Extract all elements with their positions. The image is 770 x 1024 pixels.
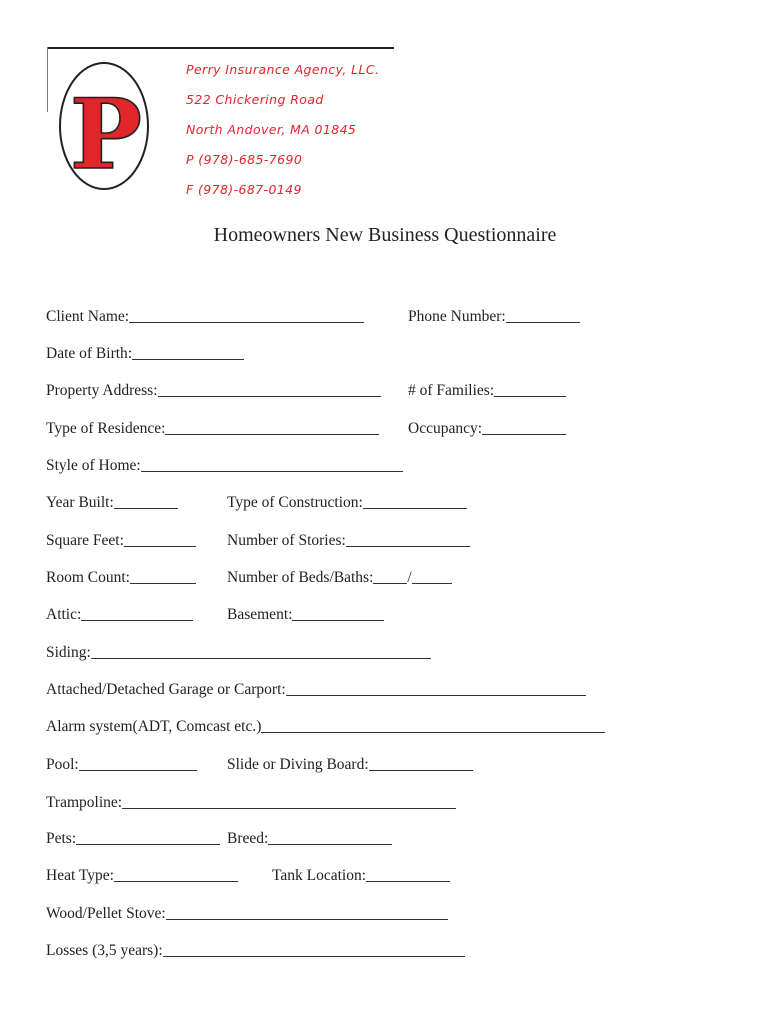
pets-line[interactable] [76, 844, 220, 845]
breed-line[interactable] [268, 844, 392, 845]
row-alarm [46, 716, 726, 738]
phone-number-label: Phone Number: [408, 308, 506, 325]
basement-line[interactable] [292, 620, 384, 621]
type-of-construction-field[interactable] [227, 492, 467, 512]
agency-fax: F (978)-687-0149 [186, 182, 302, 197]
slide-diving-board-label: Slide or Diving Board: [227, 756, 369, 773]
breed-label: Breed: [227, 830, 269, 847]
wood-pellet-stove-line[interactable] [166, 919, 448, 920]
pool-line[interactable] [79, 770, 197, 771]
breed-field[interactable] [227, 828, 392, 848]
slide-diving-board-field[interactable] [227, 754, 473, 774]
agency-contact-block [186, 58, 379, 208]
siding-field[interactable] [46, 642, 431, 662]
attic-label: Attic: [46, 606, 82, 623]
row-dob [46, 343, 726, 365]
year-built-line[interactable] [114, 508, 178, 509]
room-count-field[interactable] [46, 567, 196, 587]
beds-baths-label: Number of Beds/Baths: [227, 569, 374, 586]
garage-field[interactable] [46, 679, 586, 699]
row-stove [46, 903, 726, 925]
row-rooms-beds [46, 567, 726, 589]
basement-label: Basement: [227, 606, 293, 623]
agency-name: Perry Insurance Agency, LLC. [186, 62, 380, 77]
row-siding [46, 642, 726, 664]
pets-label: Pets: [46, 830, 77, 847]
date-of-birth-line[interactable] [132, 359, 244, 360]
tank-location-line[interactable] [366, 881, 450, 882]
attic-line[interactable] [81, 620, 193, 621]
row-residence-occupancy [46, 418, 726, 440]
row-pool-slide [46, 754, 726, 776]
heat-type-label: Heat Type: [46, 867, 114, 884]
property-address-label: Property Address: [46, 382, 158, 399]
alarm-system-line[interactable] [261, 732, 605, 733]
alarm-system-label: Alarm system(ADT, Comcast etc.) [46, 718, 262, 735]
row-losses [46, 940, 726, 962]
letterhead-top-rule [47, 47, 394, 49]
siding-label: Siding: [46, 644, 91, 661]
room-count-label: Room Count: [46, 569, 130, 586]
trampoline-field[interactable] [46, 792, 456, 812]
row-attic-basement [46, 604, 726, 626]
property-address-line[interactable] [158, 396, 381, 397]
style-of-home-field[interactable] [46, 455, 403, 475]
type-of-residence-label: Type of Residence: [46, 420, 166, 437]
room-count-line[interactable] [130, 583, 196, 584]
garage-line[interactable] [286, 695, 586, 696]
pool-label: Pool: [46, 756, 79, 773]
agency-city: North Andover, MA 01845 [186, 122, 357, 137]
phone-number-field[interactable] [408, 306, 580, 326]
agency-street: 522 Chickering Road [186, 92, 324, 107]
wood-pellet-stove-field[interactable] [46, 903, 448, 923]
client-name-field[interactable] [46, 306, 364, 326]
losses-label: Losses (3,5 years): [46, 942, 163, 959]
trampoline-line[interactable] [122, 808, 456, 809]
attic-field[interactable] [46, 604, 193, 624]
type-of-construction-label: Type of Construction: [227, 494, 363, 511]
square-feet-field[interactable] [46, 530, 196, 550]
style-of-home-label: Style of Home: [46, 457, 141, 474]
pool-field[interactable] [46, 754, 197, 774]
client-name-label: Client Name: [46, 308, 130, 325]
heat-type-line[interactable] [114, 881, 238, 882]
agency-phone: P (978)-685-7690 [186, 152, 303, 167]
row-address-families [46, 380, 726, 402]
type-of-residence-field[interactable] [46, 418, 379, 438]
row-client-phone [46, 306, 726, 328]
type-of-residence-line[interactable] [165, 434, 379, 435]
pets-field[interactable] [46, 828, 220, 848]
wood-pellet-stove-label: Wood/Pellet Stove: [46, 905, 166, 922]
square-feet-label: Square Feet: [46, 532, 124, 549]
row-trampoline [46, 792, 726, 814]
garage-label: Attached/Detached Garage or Carport: [46, 681, 286, 698]
row-year-construction [46, 492, 726, 514]
num-families-label: # of Families: [408, 382, 495, 399]
alarm-system-field[interactable] [46, 716, 605, 736]
square-feet-line[interactable] [124, 546, 196, 547]
occupancy-label: Occupancy: [408, 420, 483, 437]
row-heat-tank [46, 865, 726, 887]
row-style [46, 455, 726, 477]
tank-location-label: Tank Location: [272, 867, 367, 884]
svg-text:P: P [69, 78, 143, 191]
baths-line[interactable] [412, 583, 452, 584]
heat-type-field[interactable] [46, 865, 238, 885]
client-name-line[interactable] [129, 322, 364, 323]
num-families-line[interactable] [494, 396, 566, 397]
occupancy-field[interactable] [408, 418, 566, 438]
beds-baths-separator: / [407, 569, 412, 586]
letterhead-side-rule [47, 47, 48, 112]
property-address-field[interactable] [46, 380, 381, 400]
date-of-birth-field[interactable] [46, 343, 244, 363]
beds-line[interactable] [373, 583, 407, 584]
phone-number-line[interactable] [506, 322, 580, 323]
slide-diving-board-line[interactable] [369, 770, 473, 771]
basement-field[interactable] [227, 604, 384, 624]
tank-location-field[interactable] [272, 865, 450, 885]
year-built-field[interactable] [46, 492, 178, 512]
trampoline-label: Trampoline: [46, 794, 123, 811]
agency-logo-icon [58, 60, 150, 192]
type-of-construction-line[interactable] [363, 508, 467, 509]
style-of-home-line[interactable] [141, 471, 403, 472]
date-of-birth-label: Date of Birth: [46, 345, 133, 362]
losses-line[interactable] [163, 956, 465, 957]
number-of-stories-label: Number of Stories: [227, 532, 346, 549]
number-of-stories-field[interactable] [227, 530, 470, 550]
row-pets-breed [46, 828, 726, 850]
losses-field[interactable] [46, 940, 465, 960]
number-of-stories-line[interactable] [346, 546, 470, 547]
row-sqft-stories [46, 530, 726, 552]
occupancy-line[interactable] [482, 434, 566, 435]
siding-line[interactable] [91, 658, 431, 659]
row-garage [46, 679, 726, 701]
year-built-label: Year Built: [46, 494, 114, 511]
num-families-field[interactable] [408, 380, 566, 400]
page-title: Homeowners New Business Questionnaire [213, 224, 557, 246]
beds-baths-field[interactable] [227, 567, 452, 587]
